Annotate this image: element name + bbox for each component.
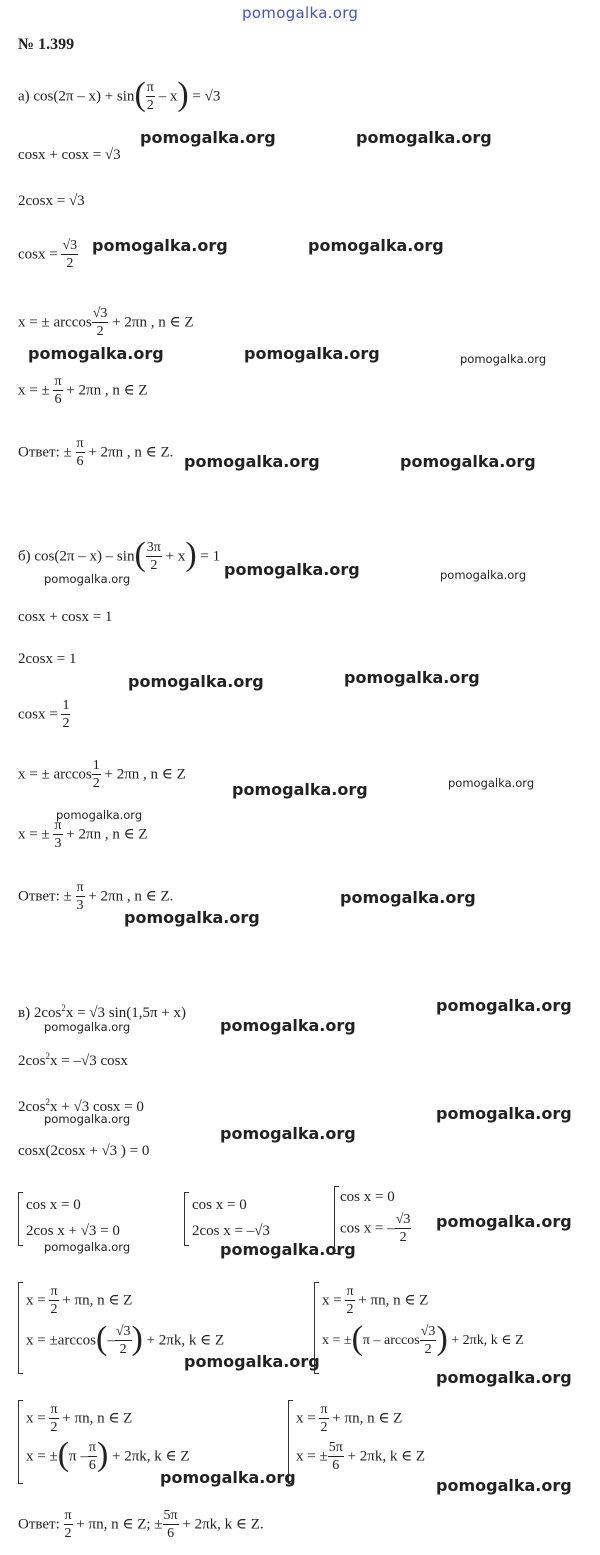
watermark: pomogalka.org [224, 560, 360, 579]
part-b-step-4: x = ± arccos $\frac{1}{2}$ + 2πn , n ∈ Z [18, 758, 186, 792]
system-6-line-1: x = $\frac{\pi}{2}$ + πn, n ∈ Z [26, 1402, 133, 1436]
watermark: pomogalka.org [436, 1212, 572, 1231]
watermark: pomogalka.org [124, 908, 260, 927]
watermark: pomogalka.org [440, 568, 527, 582]
watermark: pomogalka.org [128, 672, 264, 691]
watermark: pomogalka.org [44, 1240, 131, 1254]
part-a-step-5: x = ± $\frac{\pi}{6}$ + 2πn , n ∈ Z [18, 374, 148, 408]
system-bracket [18, 1400, 23, 1484]
watermark: pomogalka.org [160, 1468, 296, 1487]
watermark: pomogalka.org [184, 452, 320, 471]
part-a-answer: Ответ: ± $\frac{\pi}{6}$ + 2πn , n ∈ Z. [18, 436, 174, 470]
part-b-step-5: x = ± $\frac{\pi}{3}$ + 2πn , n ∈ Z [18, 818, 148, 852]
watermark: pomogalka.org [28, 344, 164, 363]
part-a-step-4: x = ± arccos $\frac{√3}{2}$ + 2πn , n ∈ Z [18, 306, 194, 340]
watermark: pomogalka.org [400, 452, 536, 471]
watermark: pomogalka.org [56, 808, 143, 822]
part-c-step-3: cosx(2cosx + √3 ) = 0 [18, 1143, 150, 1159]
system-5-line-1: x = $\frac{\pi}{2}$ + πn, n ∈ Z [322, 1284, 429, 1318]
part-c-step-2: $2\cos^2x + √3$ cosx = 0 [18, 1097, 144, 1115]
system-4-line-1: x = $\frac{\pi}{2}$ + πn, n ∈ Z [26, 1284, 133, 1318]
watermark: pomogalka.org [448, 776, 535, 790]
watermark: pomogalka.org [232, 780, 368, 799]
watermark: pomogalka.org [220, 1124, 356, 1143]
system-2-line-1: cos x = 0 [192, 1197, 247, 1213]
part-c-equation: в) $2\cos^2x = √3$ sin(1,5π + x) [18, 1003, 187, 1021]
system-7-line-2: x = ± $\frac{5\pi}{6}$ + 2πk, k ∈ Z [296, 1440, 426, 1474]
part-a-equation: а) cos(2π – x) + sin( $\frac{\pi}{2}$ – x) = √3 [18, 76, 221, 114]
system-4-line-2: x = ±arccos(– $\frac{√3}{2}$ ) + 2πk, k ∈ Z [26, 1320, 225, 1358]
system-1-line-1: cos x = 0 [26, 1197, 81, 1213]
system-1-line-2: 2cos x + √3 = 0 [26, 1223, 120, 1239]
part-b-step-1: cosx + cosx = 1 [18, 609, 113, 625]
system-2-line-2: 2cos x = –√3 [192, 1223, 270, 1239]
watermark: pomogalka.org [220, 1016, 356, 1035]
system-5-line-2: x = ±(π – arccos $\frac{√3}{2}$ ) + 2πk, k ∈ Z [322, 1320, 524, 1358]
watermark: pomogalka.org [460, 352, 547, 366]
part-a-step-2: 2cosx = √3 [18, 193, 85, 209]
site-watermark-top: pomogalka.org [242, 4, 359, 22]
part-b-equation: б) cos(2π – x) – sin( $\frac{3\pi}{2}$ + x) = 1 [18, 536, 221, 574]
part-a-step-1: cosx + cosx = √3 [18, 147, 121, 163]
system-bracket [184, 1192, 189, 1246]
watermark: pomogalka.org [308, 236, 444, 255]
watermark: pomogalka.org [140, 128, 276, 147]
part-b-answer: Ответ: ± $\frac{\pi}{3}$ + 2πn , n ∈ Z. [18, 880, 174, 914]
watermark: pomogalka.org [244, 344, 380, 363]
system-bracket [18, 1282, 23, 1374]
watermark: pomogalka.org [44, 572, 131, 586]
system-3-line-2: cos x = – $\frac{√3}{2}$ [340, 1212, 411, 1246]
part-c-step-1: $2\cos^2x = -√3$ cosx [18, 1051, 128, 1069]
watermark: pomogalka.org [436, 1104, 572, 1123]
system-7-line-1: x = $\frac{\pi}{2}$ + πn, n ∈ Z [296, 1402, 403, 1436]
system-6-line-2: x = ±(π – $\frac{\pi}{6}$ ) + 2πk, k ∈ Z [26, 1436, 190, 1474]
watermark: pomogalka.org [436, 1368, 572, 1387]
watermark: pomogalka.org [44, 1112, 131, 1126]
system-3-line-1: cos x = 0 [340, 1189, 395, 1205]
watermark: pomogalka.org [44, 1020, 131, 1034]
part-b-step-2: 2cosx = 1 [18, 651, 77, 667]
watermark: pomogalka.org [436, 1476, 572, 1495]
watermark: pomogalka.org [436, 996, 572, 1015]
part-b-step-3: cosx = $\frac{1}{2}$ [18, 698, 70, 732]
watermark: pomogalka.org [184, 1352, 320, 1371]
part-c-answer: Ответ: $\frac{\pi}{2}$ + πn, n ∈ Z; ± $\frac{5\pi}{6}$ + 2πk, k ∈ Z. [18, 1508, 264, 1542]
watermark: pomogalka.org [344, 668, 480, 687]
watermark: pomogalka.org [340, 888, 476, 907]
watermark: pomogalka.org [356, 128, 492, 147]
watermark: pomogalka.org [220, 1240, 356, 1259]
watermark: pomogalka.org [92, 236, 228, 255]
system-bracket [18, 1192, 23, 1246]
part-a-step-3: cosx = $\frac{√3}{2}$ [18, 238, 78, 272]
problem-number: № 1.399 [18, 36, 75, 53]
